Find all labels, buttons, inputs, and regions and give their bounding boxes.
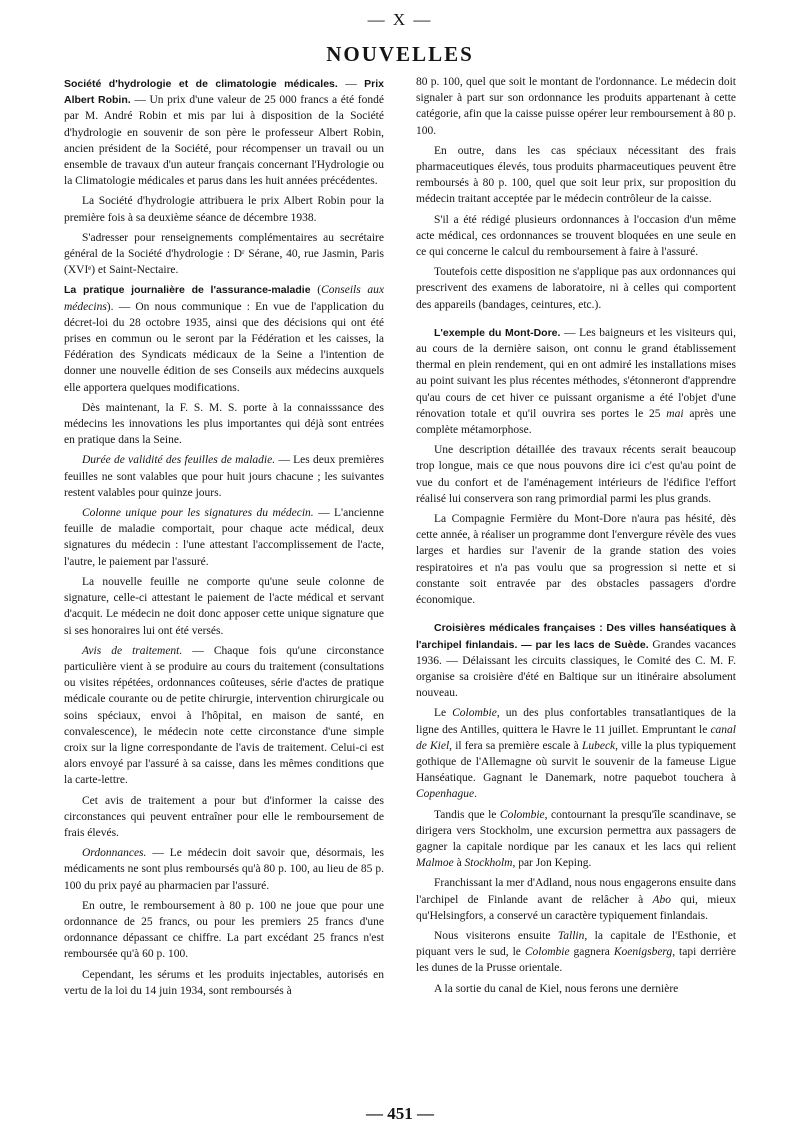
place-name: Lubeck: [581, 739, 616, 752]
text-run: Nous visiterons ensuite: [434, 929, 558, 942]
paragraph-text: — Le médecin doit savoir que, désormais, les médicaments ne sont plus remboursés qu'à 80 p. 100, au lieu de 85 p. 100 du prix payé au pharmacien par l'assuré.: [64, 847, 384, 892]
paren: (: [310, 284, 322, 297]
text-run: , par Jon Keping.: [512, 857, 592, 870]
paragraph: Cependant, les sérums et les produits injectables, autorisés en vertu de la loi du 14 juin 1934, sont remboursés à: [64, 968, 384, 997]
text-run: , tapi derrière les dunes de la Prusse orientale.: [416, 946, 736, 975]
paragraph-continued: 80 p. 100, quel que soit le montant de l'ordonnance. Le médecin doit signaler à part sur son ordonnance les produits appartenant à cette catégorie, afin que la caisse puisse opérer leur remboursement à 80 p. 100.: [416, 76, 736, 137]
paragraph: [64, 643, 384, 789]
subsection-heading: Ordonnances.: [82, 847, 147, 860]
subsection-heading: Colonne unique pour les signatures du médecin.: [82, 507, 314, 520]
roman-page-number: — X —: [367, 10, 433, 29]
ship-name: Colombie: [499, 808, 545, 821]
place-name: Abo: [652, 893, 672, 906]
paragraph-text: — Les deux premières feuilles ne sont valables que pour huit jours chacune ; les suivantes restent valables pour quinze jours.: [64, 454, 385, 499]
article-heading: Société d'hydrologie et de climatologie médicales.: [64, 78, 338, 90]
paragraph-text: — Un prix d'une valeur de 25 000 francs a été fondé par M. André Robin et mis par lui à disposition de la Société d'hydrologie en souvenir de son père le professeur Albert Robin, ancien président de la Société, pour récompenser un travail ou un ensemble de travaux d'un auteur français concernant l'Hydrologie ou la Climatologie médicales et parus dans les huit années précédentes.: [64, 94, 384, 188]
text-run: , la capitale de l'Esthonie, et piquant vers le sud, le: [416, 929, 737, 959]
text-run: Tandis que le: [434, 808, 500, 821]
paragraph: La nouvelle feuille ne comporte qu'une seule colonne de signature, celle-ci attestant le paiement de l'acte médical et servant d'acquit. Le médecin ne doit donc apposer cette unique signature que si ses honoraires lui ont été versés.: [64, 575, 384, 637]
article-heading: La pratique journalière de l'assurance-maladie: [64, 284, 311, 297]
paragraph-text: — L'ancienne feuille de maladie comportait, pour chaque acte médical, deux signatures du médecin : l'une attestant l'accomplissement de l'acte, l'autre, le paiement par l'assuré.: [64, 507, 384, 568]
paragraph: La Compagnie Fermière du Mont-Dore n'aura pas hésité, dès cette année, à réaliser un programme dont l'envergure révèle des vues larges et hardies sur l'avenir de la grande station des voies respiratoires et n'a pas voulu que sa progression si nette et si constante soit entravée par des obstacles passagers d'ordre économique.: [416, 513, 736, 607]
place-name: Tallin: [557, 929, 585, 942]
paragraph: [64, 505, 384, 570]
paragraph-text: — Les baigneurs et les visiteurs qui, au cours de la dernière saison, ont connu le grand établissement thermal en plein rendement, qui en ont admiré les installations mises au point suivant les plus récentes méthodes, s'étonneront d'apprendre qu'au cours de cet hiver ce puissant organisme a été l'objet d'une rénovation totale et qu'il ouvrira ses portes le 25: [416, 326, 736, 420]
subsection-heading: Durée de validité des feuilles de maladie.: [82, 454, 276, 467]
paragraph-text: Grandes vacances 1936. — Délaissant les circuits classiques, le Comité des C. M. F. organise sa croisière d'été en Baltique sur un itinéraire absolument nouveau.: [416, 638, 736, 700]
left-column: [64, 76, 384, 1003]
text-run: Franchissant la mer d'Adland, nous nous engagerons ensuite dans l'archipel de Finlande avant de relâcher à: [416, 877, 736, 906]
text-run: , il fera sa première escale à: [449, 739, 582, 752]
paragraph: [64, 452, 384, 501]
article-heading: Croisières médicales françaises : Des villes hanséatiques à l'archipel finlandais. — par les lacs de Suède.: [416, 622, 736, 651]
place-name: Copenhague: [416, 788, 475, 801]
ship-name: Colombie: [452, 707, 497, 720]
paragraph: En outre, le remboursement à 80 p. 100 ne joue que pour une ordonnance de 25 francs, ou pour les premiers 25 francs d'une ordonnance dépassant ce chiffre. La part excédant 25 francs n'est remboursée qu'à 60 p. 100.: [64, 899, 384, 961]
text-run: , contournant la presqu'île scandinave, se dirigera vers Stockholm, une excursion permettra aux passagers de gagner la capitale nordique par les canaux et les lacs qui relient: [416, 808, 737, 853]
article-assurance-maladie: [64, 282, 384, 395]
paragraph-text: — Chaque fois qu'une circonstance particulière vient à se produire au cours du traitement (consultations ou visites répétées, ordonnances coûteuses, série d'actes de pratique médicale courante ou de petite chirurgie, intervention chirurgicale ou soins spéciaux, envoi à l'hôpital, en maison de santé, en convalescence), le médecin note cette circonstance d'une simple croix sur la ligne correspondante de l'avis de traitement. Celui-ci est alors envoyé par l'assuré à sa caisse, dans les mêmes conditions que la carte-lettre.: [64, 644, 384, 787]
heading-dash: —: [337, 78, 365, 90]
text-run: à: [453, 857, 465, 870]
italic-text: Conseils aux médecins: [64, 284, 384, 313]
text-run: Le: [434, 707, 453, 720]
page-number: — 451 —: [366, 1104, 434, 1123]
text-run: .: [474, 788, 478, 801]
paragraph-text: ). — On nous communique : En vue de l'application du décret-loi du 28 octobre 1935, ainsi que des décisions qui ont été prises en commun ou le seront par la Fédération et les caisses, la Fédération des Syndicats médicaux de la Seine a l'intention de donner une nouvelle édition de ses Conseils aux médecins auxquels elle apportera quelques modifications.: [64, 300, 384, 394]
paragraph: Cet avis de traitement a pour but d'informer la caisse des circonstances qui peuvent entraîner pour elle le remboursement de frais élevés.: [64, 794, 384, 839]
text-run: , un des plus confortables transatlantiques de la ligne des Antilles, quittera le Havre le 11 juillet. Empruntant le: [416, 707, 736, 736]
right-column: [416, 74, 736, 1001]
subsection-heading: Avis de traitement.: [82, 644, 183, 657]
text-run: , ville la plus typiquement gothique de l'Allemagne où survit le souvenir de la fameuse Ligue Hanséatique. Gagnant le Danemark, notre paquebot touchera à: [416, 739, 736, 785]
paragraph: A la sortie du canal de Kiel, nous ferons une dernière: [434, 982, 679, 995]
paragraph: [416, 928, 736, 977]
place-name: Stockholm: [464, 857, 513, 870]
article-hydrologie: [64, 76, 384, 189]
place-name: Malmoe: [416, 857, 454, 870]
text-run: qui, mieux qu'Helsingfors, a conservé un caractère typiquement finlandais.: [416, 893, 736, 922]
article-croisieres: [416, 620, 736, 701]
ship-name: Colombie: [524, 946, 570, 959]
italic-text: mai: [666, 407, 684, 420]
paragraph: S'adresser pour renseignements complémentaires au secrétaire général de la Société d'hydrologie : Dʳ Sérane, 40, rue Jasmin, Paris (XVIᵉ) et Saint-Nectaire.: [64, 231, 384, 277]
paragraph: S'il a été rédigé plusieurs ordonnances à l'occasion d'un même acte médical, ces ordonnances se trouvent bloquées en une seule en ce qui concerne le calcul du remboursement à faire à l'assuré.: [416, 213, 736, 259]
paragraph: La Société d'hydrologie attribuera le prix Albert Robin pour la première fois à sa deuxième séance de décembre 1938.: [64, 195, 384, 224]
paragraph-text: après une complète métamorphose.: [416, 407, 736, 437]
paragraph: [416, 705, 736, 802]
paragraph: [416, 807, 736, 872]
article-subheading: Prix Albert Robin.: [64, 78, 384, 107]
section-title: NOUVELLES: [326, 42, 474, 66]
article-heading: L'exemple du Mont-Dore.: [434, 326, 561, 339]
article-mont-dore: [416, 325, 736, 438]
text-run: gagnera: [569, 946, 614, 959]
place-name: canal de Kiel: [416, 723, 736, 752]
paragraph: Une description détaillée des travaux récents serait beaucoup trop longue, mais ce que nous pouvons dire ici c'est qu'au point de vue du confort et de l'aménagement intérieurs de l'édifice l'effort réalisé lui conservera son rang primordial parmi les plus grands.: [416, 444, 736, 505]
paragraph: Dès maintenant, la F. S. M. S. porte à la connaisssance des médecins les innovations les plus importantes qui déjà sont entrées en pratique dans la Seine.: [64, 401, 384, 447]
paragraph: En outre, dans les cas spéciaux nécessitant des frais pharmaceutiques élevés, tous produits pharmaceutiques peuvent être remboursés à 80 p. 100, quel que soit leur prix, sur proposition du médecin traitant acceptée par le médecin contrôleur de la caisse.: [416, 144, 736, 206]
paragraph: [64, 845, 384, 894]
paragraph: Toutefois cette disposition ne s'applique pas aux ordonnances qui prescrivent des examens de laboratoire, ni à celles qui comportent des appareils (bandages, ceintures, etc.).: [416, 266, 736, 311]
place-name: Koenigsberg: [613, 946, 673, 959]
paragraph: [416, 875, 736, 924]
